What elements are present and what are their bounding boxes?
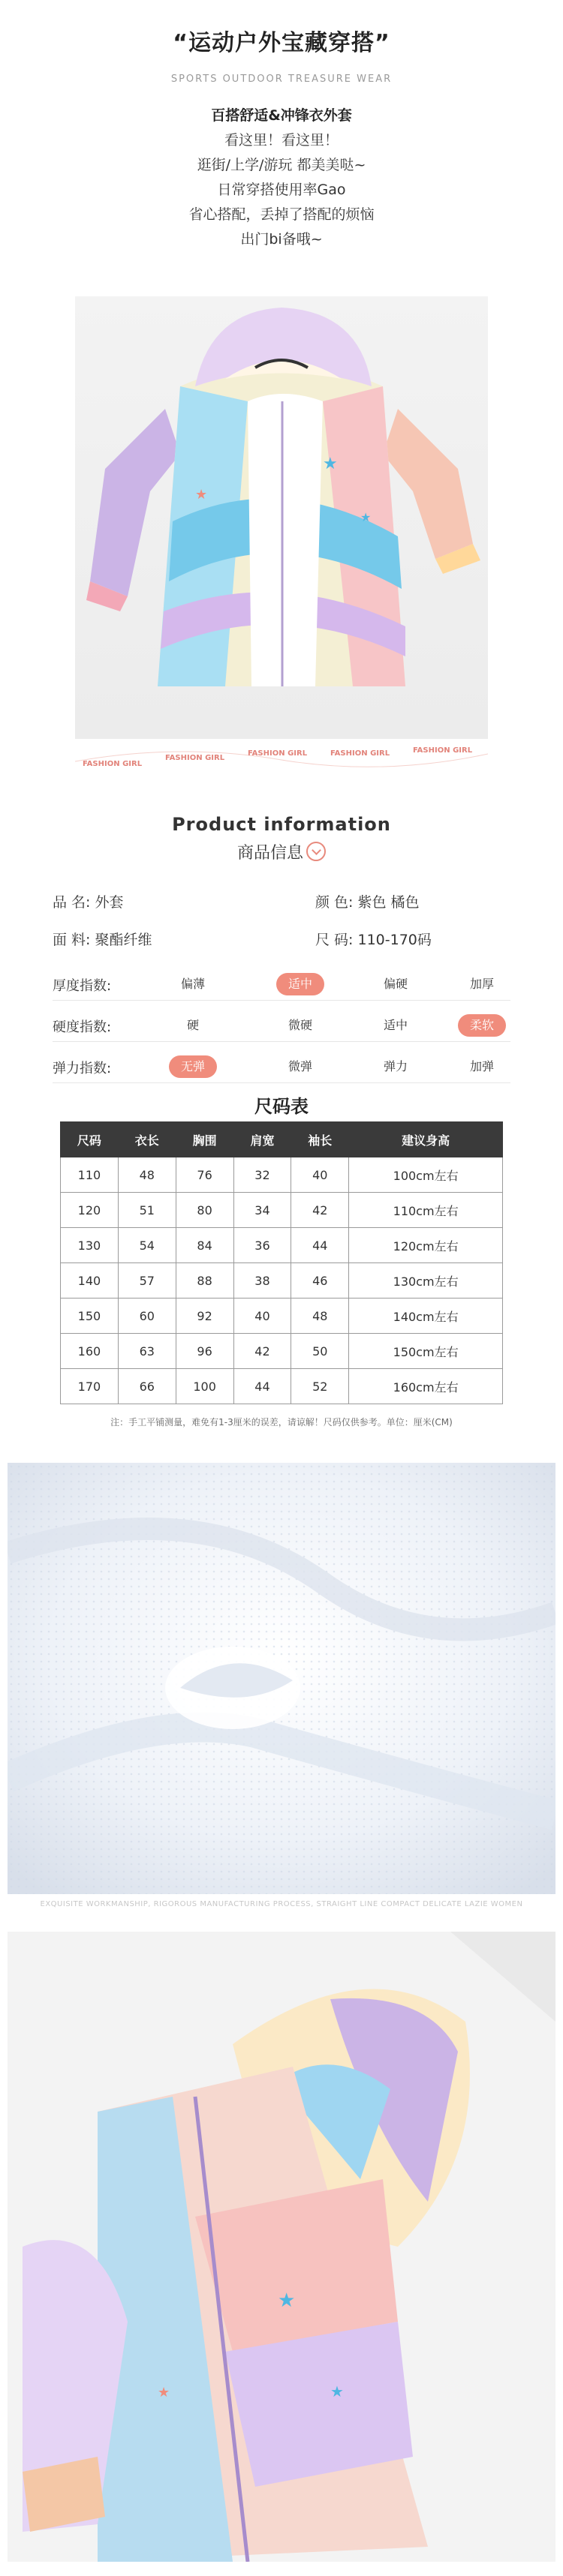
hero-line: 看这里！看这里！ [224, 132, 339, 149]
table-row [61, 1157, 503, 1193]
fabric-illustration [8, 1463, 555, 1894]
table-cell: 44 [291, 1228, 349, 1263]
table-cell: 32 [233, 1157, 291, 1193]
table-cell: 140 [61, 1263, 119, 1299]
table-cell: 160cm左右 [349, 1369, 503, 1404]
hero-line: 逛街/上学/游玩 都美美哒~ [197, 157, 366, 173]
table-cell: 130cm左右 [349, 1263, 503, 1299]
table-cell: 42 [233, 1334, 291, 1369]
thickness-index [53, 968, 510, 1001]
hero-description [0, 104, 563, 252]
table-cell: 54 [118, 1228, 176, 1263]
info-key: 品 名: [53, 894, 91, 911]
product-info-title-cn: 商品信息 [236, 844, 303, 863]
jacket-photo-front [75, 296, 488, 739]
index-option: 偏薄 [180, 977, 205, 991]
table-cell: 57 [118, 1263, 176, 1299]
table-cell: 80 [176, 1193, 233, 1228]
table-cell: 52 [291, 1369, 349, 1404]
table-cell: 170 [61, 1369, 119, 1404]
info-color [315, 891, 420, 911]
info-value: 聚酯纤维 [95, 932, 152, 948]
table-row [61, 1193, 503, 1228]
table-cell: 96 [176, 1334, 233, 1369]
index-label: 硬度指数: [53, 1019, 112, 1035]
col-header: 衣长 [118, 1122, 176, 1157]
chevron-down-icon [306, 842, 326, 861]
svg-text:★: ★ [330, 2382, 344, 2400]
index-option: 偏硬 [383, 977, 408, 991]
product-info-title-en: Product information [172, 814, 391, 835]
hero-subtitle: SPORTS OUTDOOR TREASURE WEAR [170, 74, 393, 85]
info-key: 颜 色: [315, 894, 354, 911]
table-cell: 38 [233, 1263, 291, 1299]
ribbon-label: FASHION GIRL [248, 749, 308, 758]
table-cell: 60 [118, 1299, 176, 1334]
fabric-closeup-photo [8, 1463, 555, 1894]
size-chart-header-row [61, 1122, 503, 1157]
table-cell: 150 [61, 1299, 119, 1334]
info-fabric [53, 929, 152, 949]
hero-line: 日常穿搭使用率Gao [217, 182, 346, 198]
svg-text:★: ★ [195, 487, 208, 503]
col-header: 建议身高 [349, 1122, 503, 1157]
table-row [61, 1369, 503, 1404]
index-option: 硬 [186, 1018, 199, 1032]
info-name [53, 891, 124, 911]
table-cell: 48 [291, 1299, 349, 1334]
index-option-selected: 无弹 [169, 1055, 217, 1078]
col-header: 袖长 [291, 1122, 349, 1157]
ribbon-label: FASHION GIRL [413, 746, 473, 755]
index-label: 弹力指数: [53, 1061, 112, 1076]
info-key: 面 料: [53, 932, 91, 948]
fashion-girl-ribbon [75, 739, 488, 784]
table-cell: 120cm左右 [349, 1228, 503, 1263]
table-cell: 63 [118, 1334, 176, 1369]
index-option: 加弹 [469, 1059, 494, 1073]
index-option-selected: 柔软 [458, 1014, 506, 1037]
table-cell: 46 [291, 1263, 349, 1299]
hero-line: 省心搭配，丢掉了搭配的烦恼 [188, 206, 375, 223]
table-cell: 40 [291, 1157, 349, 1193]
size-chart-table [60, 1121, 503, 1404]
jacket-illustration [75, 296, 488, 739]
table-cell: 34 [233, 1193, 291, 1228]
table-cell: 76 [176, 1157, 233, 1193]
table-cell: 42 [291, 1193, 349, 1228]
index-option: 加厚 [469, 977, 494, 991]
table-cell: 160 [61, 1334, 119, 1369]
table-cell: 84 [176, 1228, 233, 1263]
hardness-index [53, 1009, 510, 1042]
col-header: 胸围 [176, 1122, 233, 1157]
index-option-selected: 适中 [276, 973, 324, 995]
ribbon-label: FASHION GIRL [165, 754, 225, 762]
hero-line: 百搭舒适&冲锋衣外套 [211, 107, 352, 124]
info-value: 紫色 橘色 [357, 894, 420, 911]
info-value: 110-170码 [357, 932, 432, 948]
size-chart-note: 注：手工平铺测量，难免有1-3厘米的误差，请谅解！尺码仅供参考。单位：厘米(CM) [110, 1417, 453, 1428]
table-row [61, 1228, 503, 1263]
svg-text:★: ★ [360, 510, 372, 524]
table-row [61, 1334, 503, 1369]
table-cell: 110cm左右 [349, 1193, 503, 1228]
product-info-title [0, 840, 563, 863]
hero-title: “运动户外宝藏穿搭” [173, 30, 390, 56]
table-row [61, 1263, 503, 1299]
table-cell: 100cm左右 [349, 1157, 503, 1193]
info-key: 尺 码: [315, 932, 354, 948]
elasticity-index [53, 1050, 510, 1083]
ribbon-label: FASHION GIRL [83, 760, 143, 768]
table-cell: 130 [61, 1228, 119, 1263]
fabric-caption: EXQUISITE WORKMANSHIP, RIGOROUS MANUFACTURING PROCESS, STRAIGHT LINE COMPACT DELICATE LAZIE WOMEN [40, 1900, 523, 1908]
info-size [315, 929, 432, 949]
table-cell: 140cm左右 [349, 1299, 503, 1334]
col-header: 尺码 [61, 1122, 119, 1157]
table-cell: 88 [176, 1263, 233, 1299]
jacket-photo-detail [8, 1932, 555, 2562]
table-cell: 44 [233, 1369, 291, 1404]
info-value: 外套 [95, 894, 124, 911]
svg-text:★: ★ [323, 455, 338, 473]
table-cell: 150cm左右 [349, 1334, 503, 1369]
index-option: 弹力 [383, 1059, 408, 1073]
table-cell: 110 [61, 1157, 119, 1193]
table-cell: 51 [118, 1193, 176, 1228]
table-cell: 120 [61, 1193, 119, 1228]
table-row [61, 1299, 503, 1334]
jacket-detail-illustration [8, 1932, 555, 2562]
table-cell: 36 [233, 1228, 291, 1263]
col-header: 肩宽 [233, 1122, 291, 1157]
size-chart-title: 尺码表 [254, 1096, 309, 1117]
index-label: 厚度指数: [53, 978, 112, 994]
hero-line: 出门bi备哦~ [240, 231, 323, 248]
index-option: 微硬 [288, 1018, 312, 1032]
table-cell: 92 [176, 1299, 233, 1334]
index-option: 适中 [383, 1018, 408, 1032]
table-cell: 40 [233, 1299, 291, 1334]
svg-text:★: ★ [278, 2289, 296, 2312]
svg-text:★: ★ [158, 2385, 170, 2400]
index-option: 微弹 [288, 1059, 312, 1073]
table-cell: 100 [176, 1369, 233, 1404]
ribbon-label: FASHION GIRL [330, 749, 390, 758]
table-cell: 48 [118, 1157, 176, 1193]
table-cell: 66 [118, 1369, 176, 1404]
table-cell: 50 [291, 1334, 349, 1369]
